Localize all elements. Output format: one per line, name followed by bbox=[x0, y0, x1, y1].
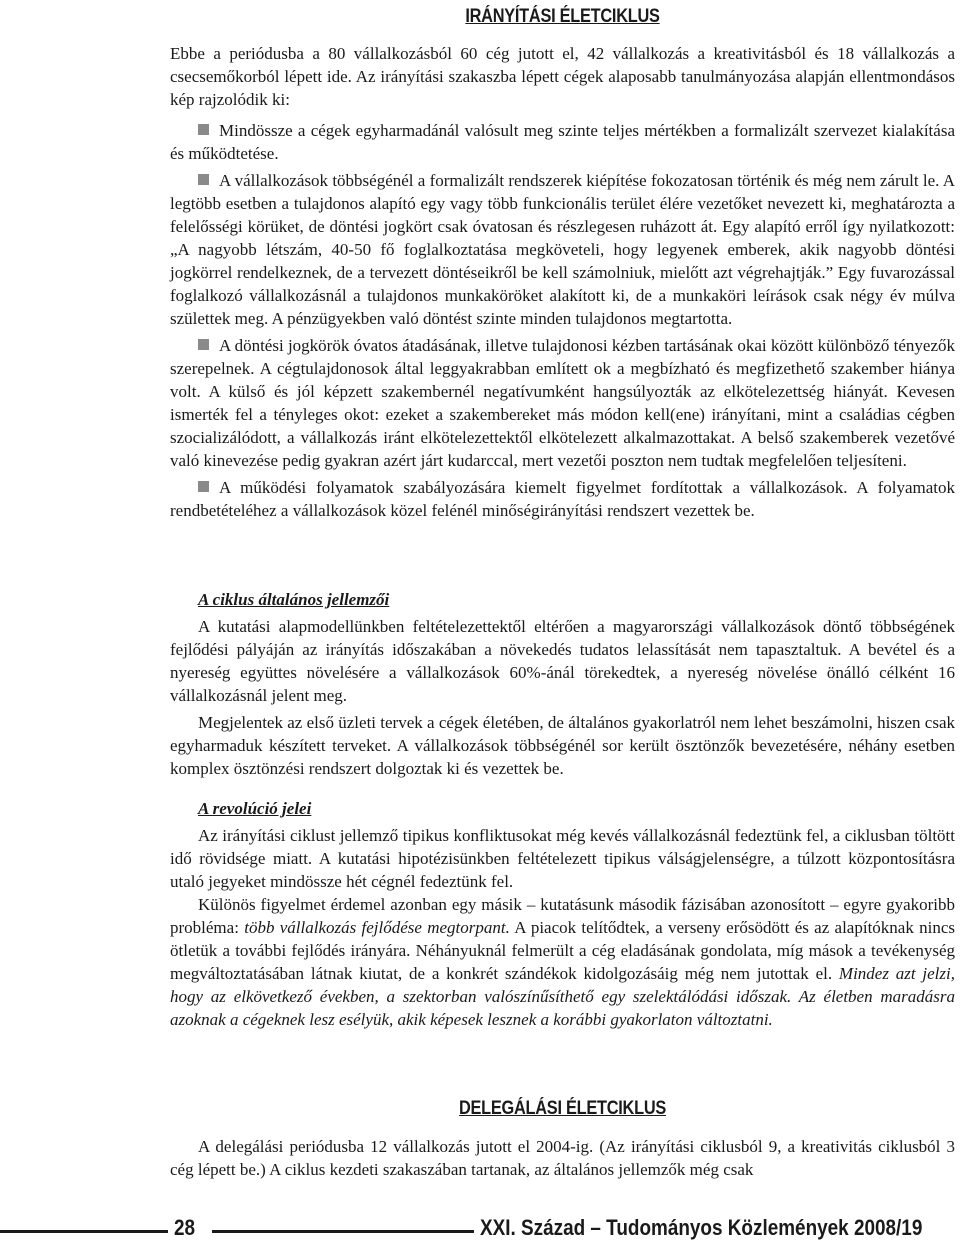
revolution-paragraph-1: Az irányítási ciklust jellemző tipikus konfliktusokat még kevés vállalkozásnál fedeztünk fel, a ciklusban töltött idő rövidsége miatt. A kutatási hipotézisünkben feltételezett tipikus válságjelenségre, a túlzott központosításra utaló jegyeket mindössze hét cégnél fedeztünk fel. bbox=[170, 826, 955, 891]
square-bullet-icon bbox=[198, 174, 209, 185]
revolution-text-a: Különös figyelmet érdemel azonban egy másik – kutatásunk második fázisában azonosított – egyre gyakoribb probléma: bbox=[170, 895, 955, 937]
delegation-block bbox=[170, 1135, 955, 1181]
square-bullet-icon bbox=[198, 339, 209, 350]
bullet-text-2: A vállalkozások többségénél a formalizált rendszerek kiépítése fokozatosan történik és még nem zárult le. A legtöbb esetben a tulajdonos alapító egy vagy több funkcionális terület élére vezetőket nevezett ki, meghatározta a felelősségi körüket, de döntési jogkört csak óvatosan és részlegesen ruházott át. Egy alapító erről így nyilatkozott: „A nagyobb létszám, 40-50 fő foglalkoztatása megköveteli, hogy legyenek emberek, akik nagyobb döntési jogkörrel rendelkeznek, de a tervezett döntéseikről be kell számolniuk, mielőtt azt végrehajtják.” Egy fuvarozással foglalkozó vállalkozásnál a tulajdonos munkaköröket alakított ki, de a munkaköri leírások csak négy év múlva születtek meg. A pénzügyekben való döntést szinte minden tulajdonos megtartotta. bbox=[170, 171, 955, 328]
page-footer bbox=[0, 1213, 960, 1243]
revolution-italic-b: Mindez azt jelzi, hogy az elkövetkező években, a szektorban valószínűsíthető egy szelektálódási időszak. Az életben maradásra azoknak a cégeknek lesz esélyük, akik képesek lesznek a korábbi gyakorlaton változtatni. bbox=[170, 964, 955, 1029]
revolution-italic-a: több vállalkozás fejlődése megtorpant. bbox=[244, 918, 510, 937]
bullet-item-1 bbox=[170, 119, 955, 165]
revolution-paragraph-2 bbox=[170, 893, 955, 1031]
revolution-section bbox=[170, 797, 955, 1031]
page-number: 28 bbox=[174, 1215, 196, 1240]
journal-title: XXI. Század – Tudományos Közlemények 2008/19 bbox=[480, 1215, 923, 1240]
subheading-revolution: A revolúció jelei bbox=[198, 799, 312, 818]
section-title-delegalasi: DELEGÁLÁSI ÉLETCIKLUS bbox=[458, 1098, 667, 1119]
square-bullet-icon bbox=[198, 481, 209, 492]
subheading-general: A ciklus általános jellemzői bbox=[198, 590, 390, 609]
delegation-paragraph: A delegálási periódusba 12 vállalkozás jutott el 2004-ig. (Az irányítási ciklusból 9, a kreativitás ciklusból 3 cég lépett be.) A ciklus kezdeti szakaszában tartanak, az általános jellemzők még csak bbox=[170, 1137, 955, 1179]
revolution-text-b: A piacok telítődtek, a verseny erősödött és az alapítóknak nincs ötletük a további fejlődés irányára. Néhányuknál felmerült a cég eladásának gondolata, míg mások a tevékenység megváltoztatásában látnak kiutat, de a konkrét szándékok kidolgozásáig még nem jutottak el. bbox=[170, 918, 956, 983]
bullet-item-2 bbox=[170, 169, 955, 330]
general-paragraph-2: Megjelentek az első üzleti tervek a cégek életében, de általános gyakorlatról nem lehet beszámolni, hiszen csak egyharmaduk készített terveket. A vállalkozások többségénél sor került ösztönzők bevezetésére, néhány esetben komplex ösztönzési rendszert dolgoztak ki és vezettek be. bbox=[170, 713, 955, 778]
intro-paragraph: Ebbe a periódusba a 80 vállalkozásból 60 cég jutott el, 42 vállalkozás a kreativitásból és 18 vállalkozás a csecsemőkorból lépett ide. Az irányítási szakaszba lépett cégek alaposabb tanulmányozása alapján ellentmondásos kép rajzolódik ki: bbox=[170, 44, 955, 109]
bullet-text-1: Mindössze a cégek egyharmadánál valósult meg szinte teljes mértékben a formalizált szervezet kialakítása és működtetése. bbox=[170, 121, 955, 163]
intro-block bbox=[170, 42, 955, 111]
bullet-item-3 bbox=[170, 334, 955, 472]
section-title-iranyitasi: IRÁNYÍTÁSI ÉLETCIKLUS bbox=[465, 6, 660, 27]
bullet-text-3: A döntési jogkörök óvatos átadásának, illetve tulajdonosi kézben tartásának okai között különböző tényezők szerepelnek. A cégtulajdonosok által leggyakrabban említett ok a megbízható és megfizethető szakember hiánya volt. A külső és jól képzett szakembernél negatívumként hangsúlyozták az elkötelezettség hiányát. Kevesen ismerték fel a tényleges okot: ezeket a szakembereket más módon kell(ene) irányítani, mint a családias cégben szocializálódott, a vállalkozás iránt elkötelezettektől elkötelezett alkalmazottakat. A belső szakemberek vezetővé való kinevezése pedig gyakran azért járt kudarccal, mert vezetői poszton nem tudtak megfelelően teljesíteni. bbox=[170, 336, 955, 470]
footer-rule-left bbox=[0, 1230, 168, 1233]
bullet-list bbox=[170, 119, 955, 522]
square-bullet-icon bbox=[198, 124, 209, 135]
bullet-text-4: A működési folyamatok szabályozására kiemelt figyelmet fordítottak a vállalkozások. A folyamatok rendbetételéhez a vállalkozások közel felénél minőségirányítási rendszert vezettek be. bbox=[170, 478, 955, 520]
footer-rule-middle bbox=[212, 1230, 474, 1233]
bullet-item-4 bbox=[170, 476, 955, 522]
general-paragraph-1: A kutatási alapmodellünkben feltételezettektől eltérően a magyarországi vállalkozások döntő többségének fejlődési pályáján az irányítás időszakában a növekedés tudatos lelassítását nem tapasztaltuk. A bevétel és a nyereség együttes növelésére a vállalkozások 60%-ánál törekedtek, a nyereség növelése önálló célként 16 vállalkozásnál jelent meg. bbox=[170, 617, 955, 705]
general-section bbox=[170, 588, 955, 780]
